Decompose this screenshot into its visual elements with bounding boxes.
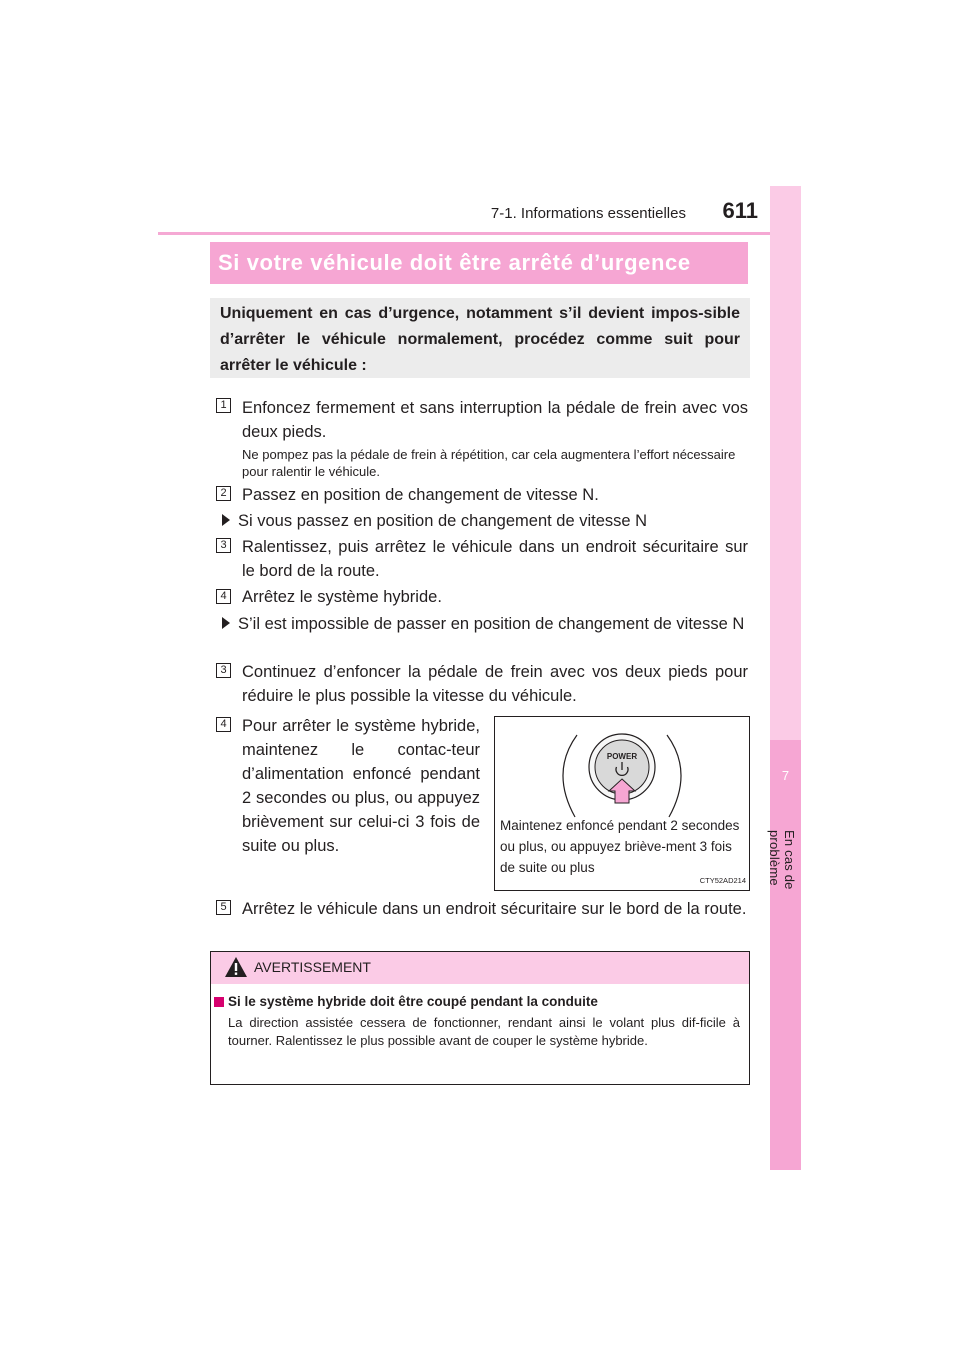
triangle-bullet-icon: [222, 514, 230, 526]
warning-triangle-icon: [224, 956, 248, 978]
page-title: Si votre véhicule doit être arrêté d’urgence: [210, 242, 748, 284]
figure-code: CTY52AD214: [699, 876, 746, 885]
motion-arc: [563, 735, 577, 817]
section-header: 7-1. Informations essentielles: [490, 205, 686, 222]
step-number: 2: [216, 486, 231, 501]
warning-title: [214, 994, 744, 1009]
step-note: Ne pompez pas la pédale de frein à répétition, car cela augmentera l’effort nécessaire pour ralentir le véhicule.: [242, 447, 736, 479]
page-number: 611: [722, 198, 758, 223]
power-label: POWER: [606, 752, 638, 761]
step-number: 1: [216, 398, 231, 413]
step-text: Passez en position de changement de vitesse N.: [242, 486, 599, 504]
triangle-bullet-icon: [222, 617, 230, 629]
step-number: 3: [216, 663, 231, 678]
chapter-number: 7: [781, 768, 790, 783]
condition-text: Si vous passez en position de changement de vitesse N: [238, 512, 648, 530]
step-number: 4: [216, 589, 231, 604]
step-text: Continuez d’enfoncer la pédale de frein avec vos deux pieds pour réduire le plus possible la vitesse du véhicule.: [242, 663, 748, 705]
figure-caption: Maintenez enfoncé pendant 2 secondes ou plus, ou appuyez briève-ment 3 fois de suite ou plus: [500, 818, 740, 875]
warning-label: AVERTISSEMENT: [254, 959, 371, 975]
step-text: Ralentissez, puis arrêtez le véhicule dans un endroit sécuritaire sur le bord de la route.: [242, 538, 748, 580]
chapter-label: En cas de problème: [767, 830, 797, 890]
square-bullet-icon: [214, 997, 224, 1007]
warning-title-text: Si le système hybride doit être coupé pendant la conduite: [228, 994, 598, 1009]
step-number: 4: [216, 717, 231, 732]
step-text: Enfoncez fermement et sans interruption la pédale de frein avec vos deux pieds.: [242, 399, 748, 441]
step-number: 5: [216, 900, 231, 915]
side-tab-active: [767, 740, 801, 1170]
step-text: Pour arrêter le système hybride, maintenez le contac-teur d’alimentation enfoncé pendant 2 secondes ou plus, ou appuyez brièvement sur celui-ci 3 fois de suite ou plus.: [242, 717, 480, 855]
step-text: Arrêtez le système hybride.: [242, 588, 442, 606]
warning-body: La direction assistée cessera de fonctionner, rendant ainsi le volant plus dif-ficile à tourner. Ralentissez le plus possible avant de couper le système hybride.: [228, 1015, 740, 1048]
condition-text: S’il est impossible de passer en position de changement de vitesse N: [238, 615, 745, 633]
motion-arc: [667, 735, 681, 817]
step-number: 3: [216, 538, 231, 553]
step-text: Arrêtez le véhicule dans un endroit sécuritaire sur le bord de la route.: [242, 900, 747, 918]
condition-bullet: [222, 509, 748, 533]
intro-box: Uniquement en cas d’urgence, notamment s’il devient impos-sible d’arrêter le véhicule normalement, procédez comme suit pour arrêter le véhicule :: [210, 298, 750, 378]
condition-bullet: [222, 612, 748, 636]
header-rule: [158, 232, 800, 235]
